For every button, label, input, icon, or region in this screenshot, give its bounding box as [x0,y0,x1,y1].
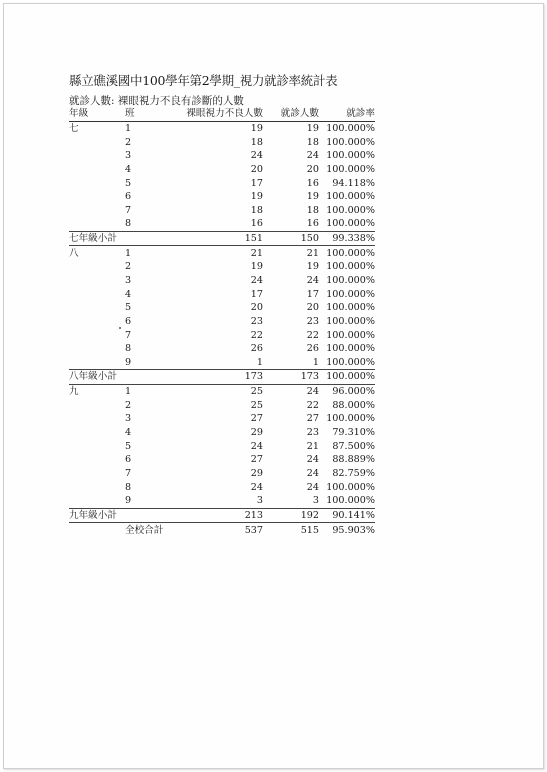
poor-vision-count-cell: 23 [250,315,263,327]
grade-cell: 九 [69,386,79,398]
grade-cell [69,480,125,494]
poor-vision-count-cell: 173 [177,370,263,385]
poor-vision-count-cell: 17 [250,177,263,189]
visited-count-cell: 24 [306,150,319,162]
table-row [69,328,375,342]
visited-count-cell: 16 [306,177,319,189]
table-row [69,342,375,356]
class-cell: 9 [125,495,132,507]
poor-vision-count-cell: 29 [250,427,263,439]
poor-vision-count-cell: 25 [250,386,263,398]
visited-count-cell: 24 [306,386,319,398]
class-cell: 6 [125,454,132,466]
visited-count-cell: 18 [306,136,319,148]
visited-count-cell: 21 [306,440,319,452]
poor-vision-count-cell: 151 [177,231,263,246]
table-row [69,384,375,398]
visit-rate-cell: 100.000% [326,247,375,259]
visit-rate-cell: 100.000% [326,413,375,425]
visited-count-cell: 173 [263,370,319,385]
poor-vision-count-cell: 27 [250,413,263,425]
visited-count-cell: 22 [306,399,319,411]
grand-total-spacer [69,523,125,537]
grade-cell [69,412,125,426]
poor-vision-count-cell: 213 [177,508,263,523]
visit-rate-cell: 100.000% [326,261,375,273]
table-row [69,480,375,494]
grand-total-visited-count: 515 [300,524,319,536]
table-row [69,287,375,301]
visited-count-cell: 21 [306,247,319,259]
table-row [69,398,375,412]
visit-rate-cell: 100.000% [326,136,375,148]
visited-count-cell: 1 [312,356,319,368]
visit-rate-cell: 100.000% [319,370,375,385]
grade-cell [69,190,125,204]
table-body [69,121,375,537]
grade-cell [69,494,125,508]
visit-rate-cell: 100.000% [326,288,375,300]
grade-cell [69,149,125,163]
poor-vision-count-cell: 19 [250,191,263,203]
grade-cell [69,328,125,342]
visit-rate-cell: 100.000% [326,275,375,286]
poor-vision-count-cell: 3 [256,495,263,507]
grade-cell [69,176,125,190]
table-row [69,246,375,260]
grade-cell [69,453,125,467]
poor-vision-count-cell: 19 [250,261,263,273]
grade-cell [69,398,125,412]
visited-count-cell: 24 [306,481,319,493]
class-cell: 8 [125,218,132,230]
table-row [69,149,375,163]
grade-cell: 八 [69,247,79,259]
table-row [69,176,375,190]
visit-rate-cell: 88.889% [332,454,375,466]
visit-rate-cell: 100.000% [326,204,375,216]
visited-count-cell: 19 [306,191,319,203]
poor-vision-count-cell: 24 [250,440,263,452]
visit-rate-cell: 100.000% [326,329,375,341]
grade-cell [69,274,125,288]
visit-rate-cell: 96.000% [332,386,375,398]
visited-count-cell: 17 [306,288,319,300]
visited-count-cell: 23 [306,427,319,439]
table-row [69,121,375,135]
header-poor-vision-count: 裸眼視力不良人數 [177,107,263,121]
visit-rate-cell: 100.000% [326,302,375,314]
table-row [69,135,375,149]
grade-cell [69,426,125,440]
subtotal-row [69,370,375,385]
visit-rate-cell: 100.000% [326,150,375,162]
grade-cell [69,439,125,453]
grade-cell [69,163,125,177]
visit-rate-cell: 100.000% [326,163,375,175]
visited-count-cell: 24 [306,467,319,479]
class-cell: 7 [125,467,132,479]
visited-count-cell: 3 [312,495,319,507]
visited-count-cell: 18 [306,204,319,216]
poor-vision-count-cell: 1 [256,356,263,368]
grade-cell [69,135,125,149]
grand-total-visit-rate: 95.903% [332,524,375,536]
table-row [69,453,375,467]
visited-count-cell: 150 [263,231,319,246]
class-cell: 7 [125,204,132,216]
subtotal-row [69,508,375,523]
table-row [69,426,375,440]
table-row [69,163,375,177]
page-title: 縣立礁溪國中100學年第2學期_視力就診率統計表 [69,73,338,88]
grade-cell [69,467,125,481]
class-cell: 8 [125,343,132,355]
table-row [69,439,375,453]
visited-count-cell: 27 [306,413,319,425]
class-cell: 1 [125,386,132,398]
grade-cell [69,315,125,329]
visit-rate-cell: 100.000% [326,191,375,203]
class-cell: 6 [125,191,132,203]
poor-vision-count-cell: 19 [250,122,263,134]
poor-vision-count-cell: 26 [250,343,263,355]
poor-vision-count-cell: 18 [250,136,263,148]
table-row [69,203,375,217]
header-visited-count: 就診人數 [263,107,319,121]
poor-vision-count-cell: 24 [250,481,263,493]
poor-vision-count-cell: 29 [250,467,263,479]
poor-vision-count-cell: 24 [250,150,263,162]
visited-count-cell: 20 [306,163,319,175]
visit-rate-cell: 100.000% [326,122,375,134]
grade-cell [69,301,125,315]
class-cell: 3 [125,150,132,162]
visit-rate-cell: 82.759% [332,467,375,479]
visit-rate-cell: 100.000% [326,356,375,368]
table-row [69,301,375,315]
subtotal-label: 九年級小計 [69,508,177,523]
grade-cell [69,287,125,301]
poor-vision-count-cell: 20 [250,302,263,314]
visit-rate-cell: 100.000% [326,343,375,355]
poor-vision-count-cell: 21 [250,247,263,259]
class-cell: 3 [125,275,132,286]
class-cell: 4 [125,163,132,175]
table-row [69,494,375,508]
subtotal-row [69,231,375,246]
class-cell: 3 [125,413,132,425]
grade-cell [69,203,125,217]
class-cell: 7 [125,329,132,341]
header-grade: 年級 [69,107,125,121]
class-cell: 1 [125,247,132,259]
grand-total-poor-vision-count: 537 [244,524,263,536]
table-row [69,260,375,274]
visited-count-cell: 20 [306,302,319,314]
page-subtitle: 就診人數: 裸眼視力不良有診斷的人數 [69,95,244,107]
grade-cell [69,342,125,356]
visited-count-cell: 22 [306,329,319,341]
visit-rate-cell: 79.310% [332,427,375,439]
class-cell: 6 [125,315,132,327]
class-cell: 5 [125,440,132,452]
class-cell: 2 [125,399,132,411]
grand-total-label: 全校合計 [125,524,164,536]
poor-vision-count-cell: 25 [250,399,263,411]
vision-statistics-table [69,107,375,537]
class-cell: 4 [125,427,132,439]
grade-cell [69,356,125,370]
class-cell: 4 [125,288,132,300]
poor-vision-count-cell: 24 [250,275,263,286]
grade-cell: 七 [69,122,79,134]
poor-vision-count-cell: 16 [250,218,263,230]
poor-vision-count-cell: 22 [250,329,263,341]
visit-rate-cell: 90.141% [319,508,375,523]
table-row [69,190,375,204]
visited-count-cell: 26 [306,343,319,355]
poor-vision-count-cell: 27 [250,454,263,466]
class-cell: 8 [125,481,132,493]
table-row [69,217,375,231]
table-row [69,467,375,481]
visit-rate-cell: 100.000% [326,481,375,493]
table-header-row [69,107,375,121]
poor-vision-count-cell: 20 [250,163,263,175]
subtotal-label: 八年級小計 [69,370,177,385]
class-cell: 2 [125,261,132,273]
scan-speck [119,327,121,329]
class-cell: 1 [125,122,132,134]
table-row [69,412,375,426]
visited-count-cell: 19 [306,122,319,134]
visited-count-cell: 23 [306,315,319,327]
visited-count-cell: 24 [306,454,319,466]
visit-rate-cell: 94.118% [332,177,375,189]
class-cell: 2 [125,136,132,148]
poor-vision-count-cell: 17 [250,288,263,300]
class-cell: 9 [125,356,132,368]
header-class: 班 [125,107,177,121]
visit-rate-cell: 100.000% [326,218,375,230]
table-row [69,356,375,370]
table-row [69,274,375,288]
header-visit-rate: 就診率 [319,107,375,121]
visited-count-cell: 16 [306,218,319,230]
visit-rate-cell: 88.000% [332,399,375,411]
visit-rate-cell: 87.500% [332,440,375,452]
subtotal-label: 七年級小計 [69,231,177,246]
poor-vision-count-cell: 18 [250,204,263,216]
class-cell: 5 [125,177,132,189]
visited-count-cell: 192 [263,508,319,523]
visited-count-cell: 19 [306,261,319,273]
visit-rate-cell: 100.000% [326,315,375,327]
table-row [69,315,375,329]
grade-cell [69,260,125,274]
class-cell: 5 [125,302,132,314]
grand-total-row [69,523,375,537]
visit-rate-cell: 99.338% [319,231,375,246]
visited-count-cell: 24 [306,275,319,286]
grade-cell [69,217,125,231]
visit-rate-cell: 100.000% [326,495,375,507]
